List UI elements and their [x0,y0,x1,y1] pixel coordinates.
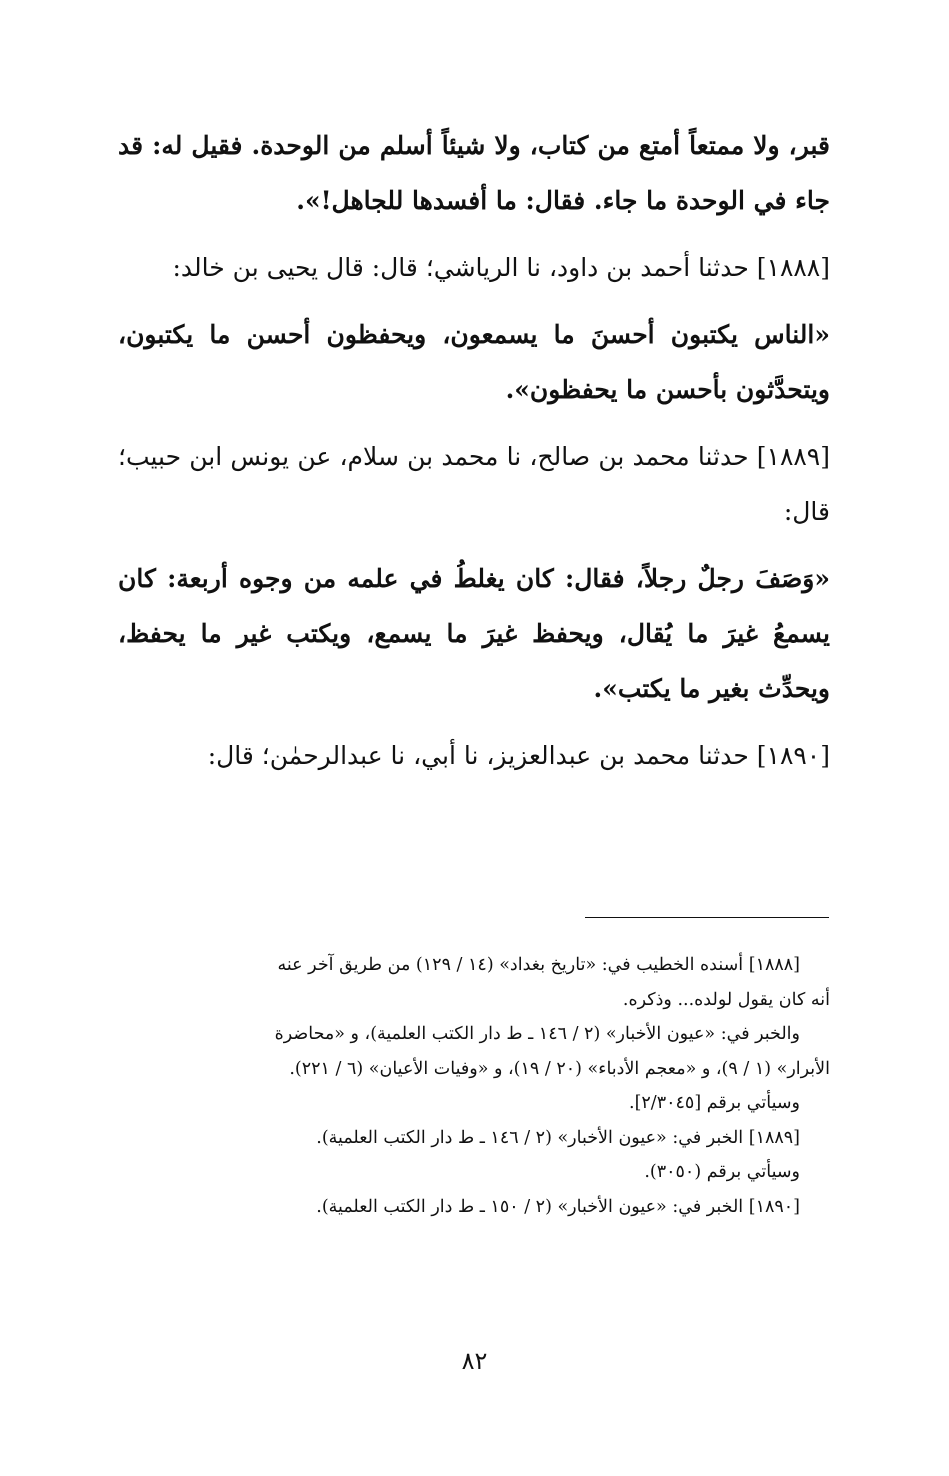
footnote-divider [585,917,829,918]
page-number: ٨٢ [461,1347,488,1375]
footnote-line: وسيأتي برقم (٣٠٥٠). [644,1162,800,1182]
paragraph-hadith-1890: [١٨٩٠] حدثنا محمد بن عبدالعزيز، نا أبي، نا عبدالرحمٰن؛ قال: [207,741,830,770]
footnote-line: [١٨٨٨] أسنده الخطيب في: «تاريخ بغداد» (١٤ / ١٢٩) من طريق آخر عنه [277,955,800,975]
footnotes [118,948,830,1224]
footnote-line: والخبر في: «عيون الأخبار» (٢ / ١٤٦ ـ ط دار الكتب العلمية)، و «محاضرة [274,1024,800,1044]
footnote-line: أنه كان يقول لولده... وذكره. [622,989,830,1010]
footnote-line: الأبرار» (١ / ٩)، و «معجم الأدباء» (٢٠ / ١٩)، و «وفيات الأعيان» (٦ / ٢٢١). [289,1058,830,1079]
paragraph-quote-end: قبر، ولا ممتعاً أمتع من كتاب، ولا شيئاً أسلم من الوحدة. فقيل له: قد جاء في الوحدة ما جاء. فقال: ما أفسدها للجاهل!». [118,131,830,215]
footnote-line: [١٨٩٠] الخبر في: «عيون الأخبار» (٢ / ١٥٠ ـ ط دار الكتب العلمية). [316,1196,800,1217]
footnote-line: وسيأتي برقم [٢/٣٠٤٥]. [629,1093,800,1113]
paragraph-quote-1889: «وَصَفَ رجلٌ رجلاً، فقال: كان يغلطُ في علمه من وجوه أربعة: كان يسمعُ غيرَ ما يُقال، ويحفظ غيرَ ما يسمع، ويكتب غير ما يحفظ، ويحدِّث بغير ما يكتب». [118,564,830,703]
footnote-line: [١٨٨٩] الخبر في: «عيون الأخبار» (٢ / ١٤٦ ـ ط دار الكتب العلمية). [316,1127,800,1148]
paragraph-hadith-1888: [١٨٨٨] حدثنا أحمد بن داود، نا الرياشي؛ قال: قال يحيى بن خالد: [172,253,830,282]
main-text [118,118,830,795]
paragraph-quote-1888: «الناس يكتبون أحسنَ ما يسمعون، ويحفظون أحسن ما يكتبون، ويتحدَّثون بأحسن ما يحفظون». [118,320,830,404]
paragraph-hadith-1889: [١٨٨٩] حدثنا محمد بن صالح، نا محمد بن سلام، عن يونس ابن حبيب؛ قال: [118,442,830,526]
